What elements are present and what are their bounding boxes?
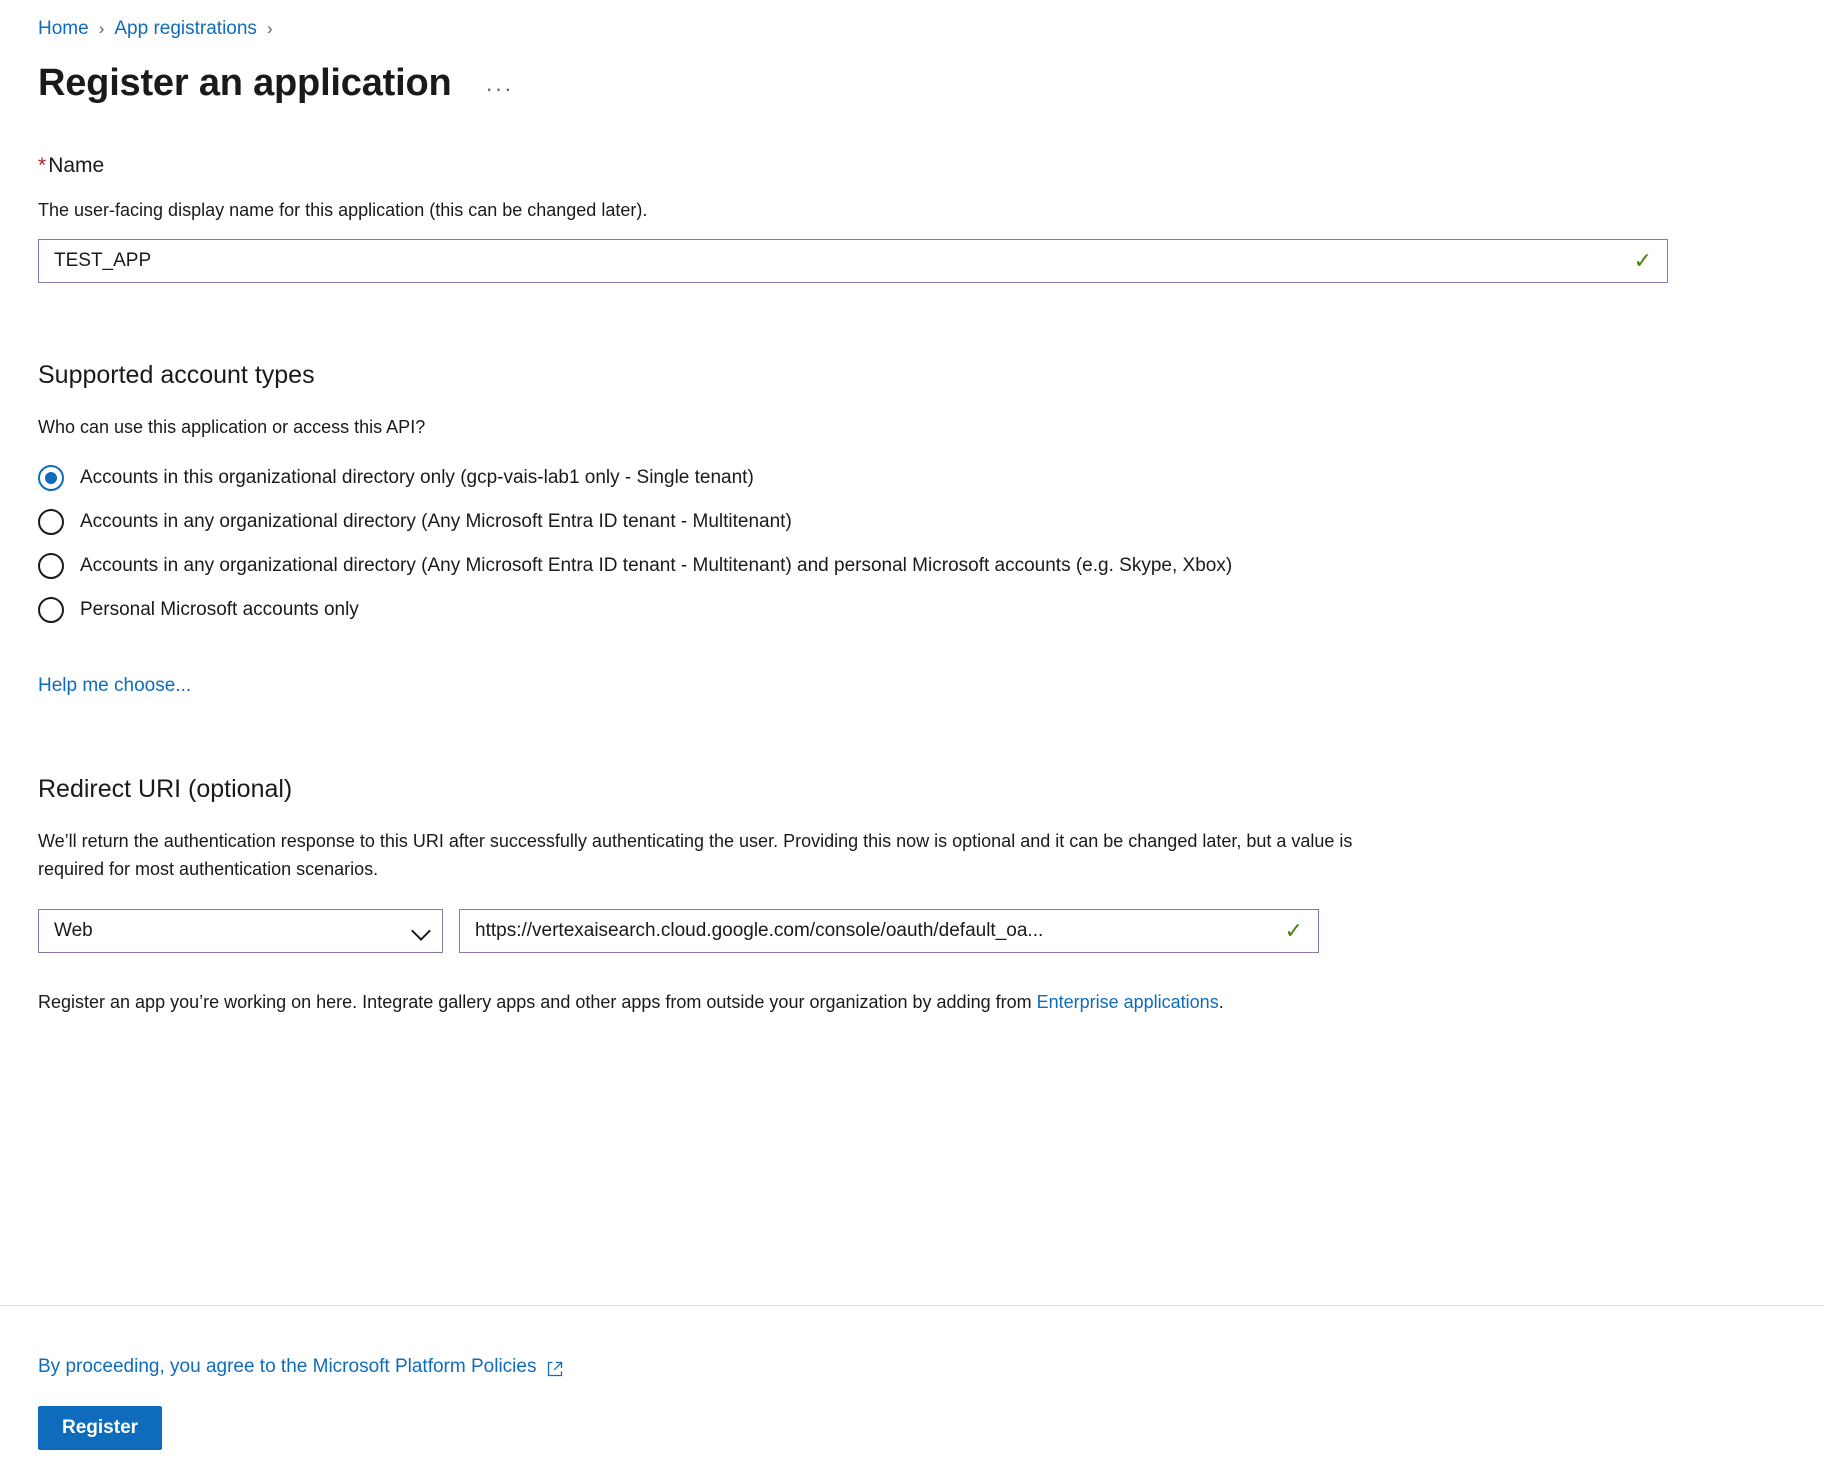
valid-check-icon: ✓ [1633, 248, 1652, 273]
register-button[interactable]: Register [38, 1406, 162, 1450]
account-types-radio-group [38, 463, 1784, 625]
title-row [38, 60, 1784, 106]
footnote [38, 989, 1784, 1015]
breadcrumb-separator-icon: › [98, 19, 105, 38]
breadcrumb-app-registrations[interactable]: App registrations [114, 18, 257, 39]
name-input-wrap [38, 239, 1668, 283]
radio-option-personal-only[interactable] [38, 595, 1784, 625]
footer-actions [38, 1356, 564, 1450]
help-me-choose-link[interactable]: Help me choose... [38, 675, 192, 696]
radio-option-multitenant-personal[interactable] [38, 551, 1784, 581]
platform-policies-link[interactable]: By proceeding, you agree to the Microsoft Platform Policies [38, 1356, 537, 1377]
name-input[interactable] [38, 239, 1668, 283]
redirect-uri-section [38, 773, 1784, 1015]
platform-select-value: Web [54, 920, 93, 941]
footer-divider [0, 1305, 1824, 1306]
radio-label-multitenant-personal: Accounts in any organizational directory (Any Microsoft Entra ID tenant - Multitenant) and personal Microsoft accounts (e.g. Skype, Xbox) [80, 555, 1233, 576]
breadcrumb-separator-icon-2: › [266, 19, 273, 38]
radio-label-personal-only: Personal Microsoft accounts only [80, 599, 359, 620]
radio-icon-multitenant[interactable] [38, 509, 64, 535]
page-title: Register an application [38, 62, 452, 104]
breadcrumb [38, 14, 1784, 44]
platform-select-wrap [38, 909, 443, 953]
footnote-text-before: Register an app you’re working on here. Integrate gallery apps and other apps from outside your organization by adding from [38, 992, 1037, 1012]
radio-option-multitenant[interactable] [38, 507, 1784, 537]
radio-icon-single-tenant[interactable] [38, 465, 64, 491]
radio-icon-personal-only[interactable] [38, 597, 64, 623]
redirect-uri-input-wrap [459, 909, 1319, 953]
valid-check-icon-uri: ✓ [1284, 918, 1303, 943]
radio-label-multitenant: Accounts in any organizational directory (Any Microsoft Entra ID tenant - Multitenant) [80, 511, 792, 532]
footnote-text-after: . [1218, 992, 1224, 1012]
account-types-heading: Supported account types [38, 361, 315, 389]
enterprise-applications-link[interactable]: Enterprise applications [1036, 992, 1219, 1012]
required-asterisk: * [38, 154, 47, 177]
redirect-uri-row [38, 909, 1784, 953]
radio-option-single-tenant[interactable] [38, 463, 1784, 493]
breadcrumb-home[interactable]: Home [38, 18, 89, 39]
policy-line [38, 1356, 564, 1378]
name-field-block [38, 152, 1784, 283]
radio-label-single-tenant: Accounts in this organizational directory only (gcp-vais-lab1 only - Single tenant) [80, 467, 754, 488]
name-description: The user-facing display name for this application (this can be changed later). [38, 200, 648, 220]
redirect-uri-input[interactable] [459, 909, 1319, 953]
more-actions-icon[interactable]: ··· [485, 76, 514, 101]
platform-select[interactable] [38, 909, 443, 953]
redirect-uri-heading: Redirect URI (optional) [38, 775, 293, 803]
name-label [38, 152, 1784, 180]
name-label-text: Name [48, 154, 105, 177]
radio-icon-multitenant-personal[interactable] [38, 553, 64, 579]
external-link-icon [546, 1360, 564, 1378]
account-types-question: Who can use this application or access this API? [38, 417, 426, 437]
supported-account-types-section [38, 359, 1784, 697]
redirect-uri-description: We’ll return the authentication response to this URI after successfully authenticating the user. Providing this now is optional and it can be changed later, but a value is required for most authentication scenarios. [38, 831, 1353, 879]
